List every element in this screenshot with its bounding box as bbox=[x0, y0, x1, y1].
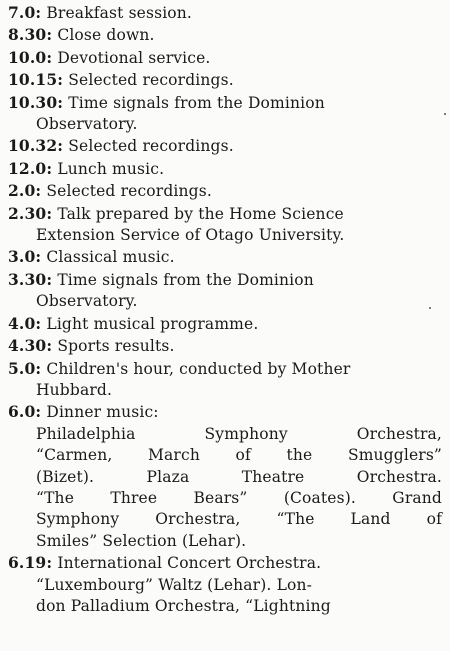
schedule-entry bbox=[8, 203, 442, 247]
entry-description: Classical music. bbox=[46, 248, 175, 267]
schedule-entry bbox=[8, 158, 442, 180]
programme-listing bbox=[8, 2, 442, 617]
entry-description: Light musical programme. bbox=[46, 314, 259, 333]
entry-description: Children's hour, conducted by Mother bbox=[46, 359, 351, 378]
entry-description-continued: “Luxembourg” Waltz (Lehar). Lon- bbox=[36, 575, 313, 594]
entry-first-line bbox=[8, 2, 442, 24]
entry-description: Time signals from the Dominion bbox=[68, 93, 325, 112]
entry-description: Sports results. bbox=[57, 337, 175, 356]
schedule-entry bbox=[8, 2, 442, 24]
entry-time: 10.15: bbox=[8, 70, 64, 90]
schedule-entry bbox=[8, 180, 442, 202]
paragraph-line: “The Three Bears” (Coates). Grand bbox=[36, 488, 442, 507]
entry-time: 5.0: bbox=[8, 358, 42, 378]
entry-time: 6.0: bbox=[8, 402, 42, 422]
entry-time: 4.0: bbox=[8, 313, 42, 333]
entry-first-line bbox=[8, 135, 442, 157]
schedule-entry bbox=[8, 335, 442, 357]
entry-description: Devotional service. bbox=[57, 48, 211, 67]
entry-description: Selected recordings. bbox=[68, 71, 234, 90]
entry-first-line bbox=[8, 47, 442, 69]
entry-first-line bbox=[8, 203, 442, 225]
paragraph-line: “Carmen, March of the Smugglers” bbox=[36, 446, 442, 465]
entry-first-line bbox=[8, 158, 442, 180]
entry-time: 3.0: bbox=[8, 247, 42, 267]
entry-first-line bbox=[8, 69, 442, 91]
entry-time: 7.0: bbox=[8, 3, 42, 22]
entry-description: Lunch music. bbox=[57, 159, 165, 178]
entry-description-continued: Hubbard. bbox=[36, 380, 113, 399]
schedule-entry bbox=[8, 135, 442, 157]
entry-description: Talk prepared by the Home Science bbox=[57, 204, 344, 223]
programme-paragraph bbox=[8, 424, 442, 552]
print-speck bbox=[429, 307, 431, 309]
entry-time: 10.32: bbox=[8, 136, 64, 156]
entry-description-continued: don Palladium Orchestra, “Lightning bbox=[36, 596, 331, 615]
paragraph-line: Symphony Orchestra, “The Land of bbox=[36, 510, 442, 529]
entry-first-line bbox=[8, 358, 442, 380]
schedule-entry bbox=[8, 92, 442, 136]
schedule-entry bbox=[8, 246, 442, 268]
entry-description: International Concert Orchestra. bbox=[57, 554, 322, 573]
entry-description-continued: Extension Service of Otago University. bbox=[36, 226, 345, 245]
entry-description: Close down. bbox=[57, 26, 155, 45]
entry-time: 6.19: bbox=[8, 553, 53, 573]
schedule-entry bbox=[8, 552, 442, 617]
entry-first-line bbox=[8, 313, 442, 335]
entry-time: 12.0: bbox=[8, 158, 53, 178]
entry-time: 10.30: bbox=[8, 92, 64, 112]
entry-time: 3.30: bbox=[8, 269, 53, 289]
print-speck bbox=[444, 113, 446, 115]
entry-first-line bbox=[8, 180, 442, 202]
entry-first-line bbox=[8, 401, 442, 423]
entry-time: 2.0: bbox=[8, 181, 42, 201]
entry-first-line bbox=[8, 269, 442, 291]
entry-description: Time signals from the Dominion bbox=[57, 270, 314, 289]
paragraph-line: Smiles” Selection (Lehar). bbox=[36, 531, 247, 550]
entry-first-line bbox=[8, 92, 442, 114]
entry-description: Selected recordings. bbox=[68, 137, 234, 156]
entry-description-continued: Observatory. bbox=[36, 292, 138, 311]
schedule-entry bbox=[8, 358, 442, 402]
entry-first-line bbox=[8, 24, 442, 46]
entry-time: 10.0: bbox=[8, 47, 53, 67]
entry-time: 2.30: bbox=[8, 203, 53, 223]
paragraph-line: Philadelphia Symphony Orchestra, bbox=[36, 424, 442, 443]
schedule-entry bbox=[8, 24, 442, 46]
entry-time: 8.30: bbox=[8, 25, 53, 45]
schedule-entry bbox=[8, 401, 442, 552]
entry-description: Breakfast session. bbox=[46, 4, 193, 22]
schedule-entry bbox=[8, 47, 442, 69]
entry-first-line bbox=[8, 552, 442, 574]
entry-description: Dinner music: bbox=[46, 403, 159, 422]
entry-first-line bbox=[8, 335, 442, 357]
schedule-entry bbox=[8, 69, 442, 91]
entry-description: Selected recordings. bbox=[46, 182, 212, 201]
schedule-entry bbox=[8, 269, 442, 313]
entry-description-continued: Observatory. bbox=[36, 115, 138, 134]
entry-first-line bbox=[8, 246, 442, 268]
entry-time: 4.30: bbox=[8, 336, 53, 356]
paragraph-line: (Bizet). Plaza Theatre Orchestra. bbox=[36, 467, 442, 486]
schedule-entry bbox=[8, 313, 442, 335]
